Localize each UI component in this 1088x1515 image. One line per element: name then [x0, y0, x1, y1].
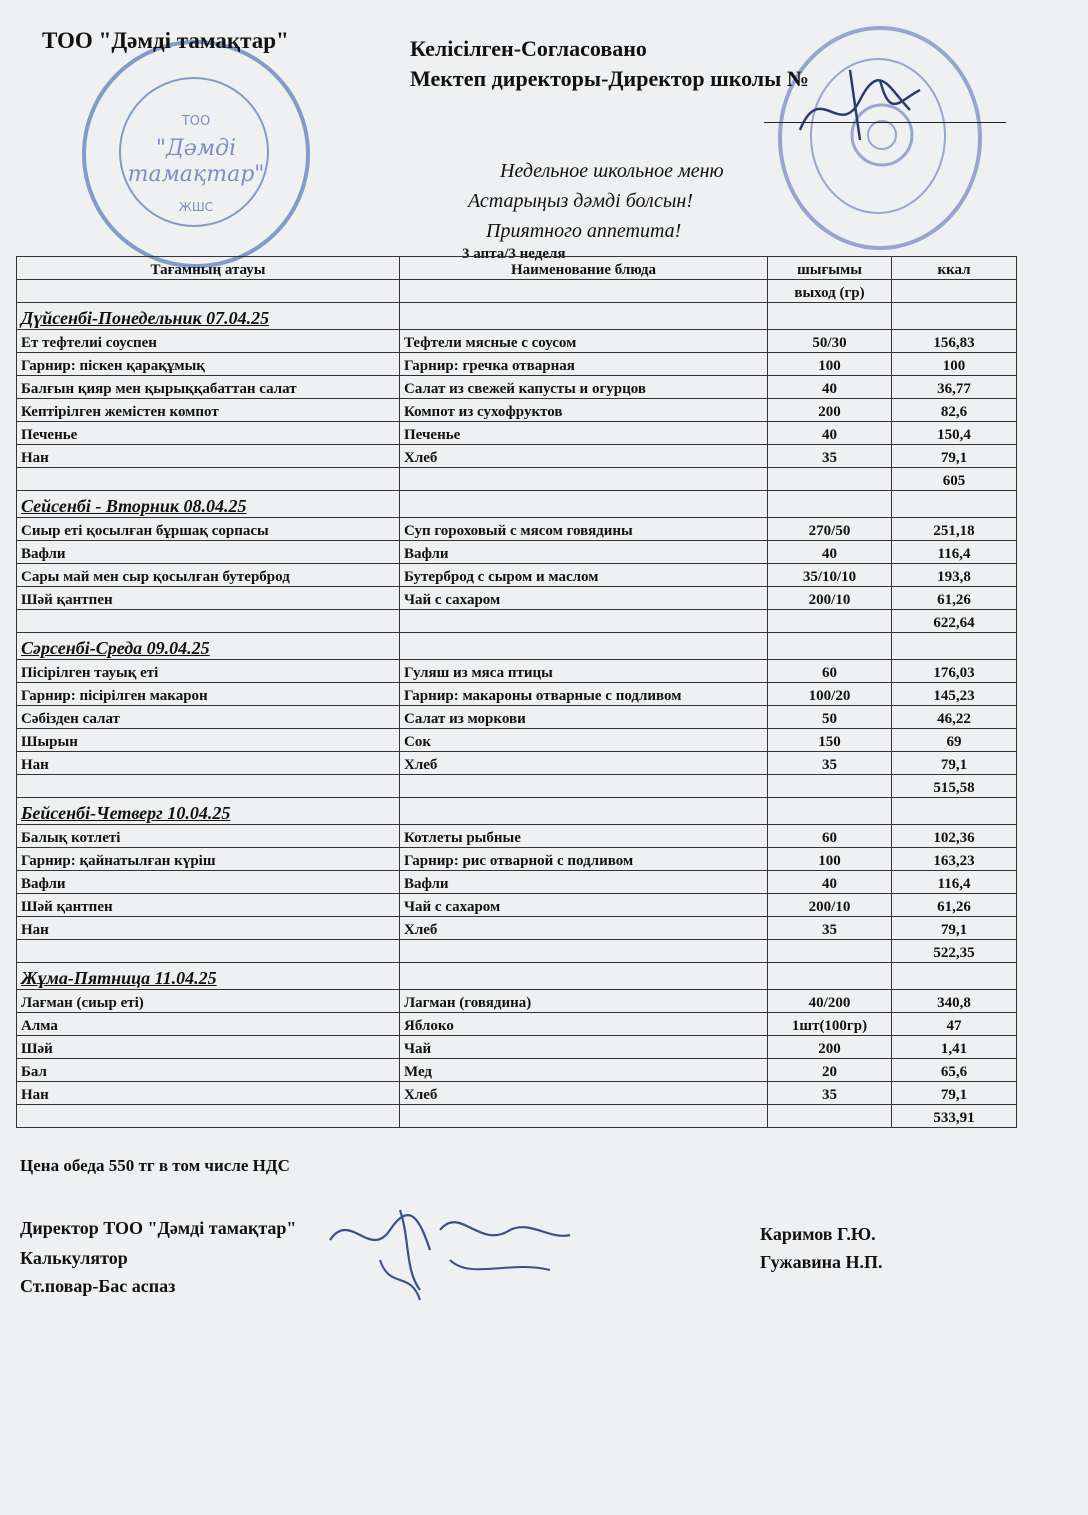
empty-cell	[768, 940, 892, 963]
dish-name-ru: Хлеб	[400, 445, 768, 468]
dish-kcal: 156,83	[892, 330, 1017, 353]
dish-name-kz: Шырын	[17, 729, 400, 752]
dish-yield: 270/50	[768, 518, 892, 541]
dish-name-kz: Нан	[17, 752, 400, 775]
dish-name-ru: Гарнир: макароны отварные с подливом	[400, 683, 768, 706]
dish-yield: 50	[768, 706, 892, 729]
empty-cell	[400, 610, 768, 633]
dish-name-kz: Шәй қантпен	[17, 587, 400, 610]
agreed-label: Келісілген-Согласовано	[410, 36, 647, 61]
table-row	[17, 752, 1017, 775]
header-name-kz: Тағамның атауы	[17, 257, 400, 280]
dish-kcal: 47	[892, 1013, 1017, 1036]
table-row	[17, 1059, 1017, 1082]
dish-kcal: 340,8	[892, 990, 1017, 1013]
table-row	[17, 518, 1017, 541]
table-row	[17, 871, 1017, 894]
dish-name-kz: Бал	[17, 1059, 400, 1082]
empty-cell	[400, 468, 768, 491]
dish-name-kz: Гарнир: пісірілген макарон	[17, 683, 400, 706]
dish-kcal: 82,6	[892, 399, 1017, 422]
dish-name-ru: Гарнир: гречка отварная	[400, 353, 768, 376]
dish-name-kz: Балық котлеті	[17, 825, 400, 848]
day-header-row	[17, 963, 1017, 990]
dish-yield: 40/200	[768, 990, 892, 1013]
header-kcal: ккал	[892, 257, 1017, 280]
empty-cell	[400, 963, 768, 990]
empty-cell	[768, 1105, 892, 1128]
menu-table	[16, 256, 1017, 1128]
table-row	[17, 422, 1017, 445]
dish-name-ru: Вафли	[400, 541, 768, 564]
empty-cell	[400, 798, 768, 825]
total-row	[17, 610, 1017, 633]
empty-cell	[768, 963, 892, 990]
stamp-text-top: ТОО	[181, 114, 211, 129]
dish-kcal: 61,26	[892, 587, 1017, 610]
table-row	[17, 894, 1017, 917]
dish-yield: 60	[768, 825, 892, 848]
table-row	[17, 1082, 1017, 1105]
empty-cell	[892, 963, 1017, 990]
day-header-row	[17, 303, 1017, 330]
table-row	[17, 917, 1017, 940]
header-yield-ru: выход (гр)	[768, 280, 892, 303]
total-row	[17, 775, 1017, 798]
table-row	[17, 990, 1017, 1013]
dish-name-kz: Гарнир: піскен қарақұмық	[17, 353, 400, 376]
menu-title-wish: Приятного аппетита!	[486, 220, 682, 242]
dish-yield: 60	[768, 660, 892, 683]
dish-name-kz: Вафли	[17, 541, 400, 564]
menu-title: Недельное школьное меню	[500, 160, 724, 182]
table-row	[17, 445, 1017, 468]
dish-name-kz: Сәбізден салат	[17, 706, 400, 729]
dish-yield: 35	[768, 917, 892, 940]
stamp-text-mid2: тамақтар"	[127, 162, 265, 187]
dish-name-kz: Нан	[17, 445, 400, 468]
dish-kcal: 145,23	[892, 683, 1017, 706]
dish-kcal: 61,26	[892, 894, 1017, 917]
dish-kcal: 79,1	[892, 917, 1017, 940]
dish-name-ru: Печенье	[400, 422, 768, 445]
dish-yield: 200/10	[768, 587, 892, 610]
dish-kcal: 163,23	[892, 848, 1017, 871]
table-header-row	[17, 257, 1017, 280]
director-label: Директор ТОО "Дәмді тамақтар"	[20, 1218, 297, 1238]
table-row	[17, 683, 1017, 706]
empty-cell	[17, 775, 400, 798]
total-row	[17, 1105, 1017, 1128]
dish-name-ru: Лагман (говядина)	[400, 990, 768, 1013]
dish-kcal: 176,03	[892, 660, 1017, 683]
dish-name-kz: Гарнир: қайнатылған күріш	[17, 848, 400, 871]
dish-name-kz: Пісірілген тауық еті	[17, 660, 400, 683]
table-row	[17, 587, 1017, 610]
empty-cell	[17, 610, 400, 633]
table-row	[17, 1036, 1017, 1059]
dish-name-kz: Сары май мен сыр қосылған бутерброд	[17, 564, 400, 587]
dish-name-ru: Сок	[400, 729, 768, 752]
table-row	[17, 376, 1017, 399]
header-empty	[400, 280, 768, 303]
day-total-kcal: 533,91	[892, 1105, 1017, 1128]
dish-name-ru: Чай	[400, 1036, 768, 1059]
dish-name-kz: Шәй	[17, 1036, 400, 1059]
table-row	[17, 660, 1017, 683]
cook-label: Ст.повар-Бас аспаз	[20, 1276, 176, 1296]
dish-yield: 100	[768, 353, 892, 376]
footer-signatures	[310, 1200, 590, 1310]
dish-kcal: 79,1	[892, 445, 1017, 468]
company-name: ТОО "Дәмді тамақтар"	[42, 28, 289, 53]
dish-name-kz: Балғын қияр мен қырыққабаттан салат	[17, 376, 400, 399]
menu-title-kz: Астарыңыз дәмді болсын!	[468, 190, 693, 212]
dish-name-kz: Нан	[17, 917, 400, 940]
dish-kcal: 116,4	[892, 871, 1017, 894]
dish-yield: 40	[768, 422, 892, 445]
dish-name-ru: Гуляш из мяса птицы	[400, 660, 768, 683]
stamp-text-bottom: ЖШС	[178, 200, 214, 214]
total-row	[17, 468, 1017, 491]
dish-kcal: 46,22	[892, 706, 1017, 729]
director-name: Каримов Г.Ю.	[760, 1224, 876, 1244]
dish-name-ru: Салат из моркови	[400, 706, 768, 729]
dish-name-ru: Яблоко	[400, 1013, 768, 1036]
dish-name-ru: Гарнир: рис отварной с подливом	[400, 848, 768, 871]
day-header-row	[17, 798, 1017, 825]
stamp-text-mid1: "Дәмді	[155, 136, 237, 161]
price-note: Цена обеда 550 тг в том числе НДС	[20, 1156, 290, 1175]
dish-yield: 35	[768, 1082, 892, 1105]
dish-kcal: 100	[892, 353, 1017, 376]
empty-cell	[17, 468, 400, 491]
empty-cell	[400, 940, 768, 963]
empty-cell	[768, 775, 892, 798]
dish-yield: 150	[768, 729, 892, 752]
dish-name-kz: Сиыр еті қосылған бұршақ сорпасы	[17, 518, 400, 541]
dish-name-ru: Бутерброд с сыром и маслом	[400, 564, 768, 587]
dish-name-kz: Ет тефтелиі соуспен	[17, 330, 400, 353]
empty-cell	[768, 491, 892, 518]
empty-cell	[892, 798, 1017, 825]
header-yield-kz: шығымы	[768, 257, 892, 280]
director-line-label: Мектеп директоры-Директор школы №	[410, 66, 809, 91]
week-label: 3 апта/3 неделя	[462, 246, 566, 262]
table-row	[17, 706, 1017, 729]
empty-cell	[17, 940, 400, 963]
dish-name-ru: Суп гороховый с мясом говядины	[400, 518, 768, 541]
day-total-kcal: 605	[892, 468, 1017, 491]
table-row	[17, 848, 1017, 871]
empty-cell	[892, 303, 1017, 330]
day-title: Сәрсенбі-Среда 09.04.25	[17, 633, 400, 660]
day-total-kcal: 515,58	[892, 775, 1017, 798]
dish-name-kz: Алма	[17, 1013, 400, 1036]
dish-name-ru: Тефтели мясные с соусом	[400, 330, 768, 353]
empty-cell	[400, 303, 768, 330]
company-stamp	[82, 40, 310, 268]
day-total-kcal: 522,35	[892, 940, 1017, 963]
dish-name-kz: Лағман (сиыр еті)	[17, 990, 400, 1013]
table-row	[17, 729, 1017, 752]
dish-yield: 1шт(100гр)	[768, 1013, 892, 1036]
day-header-row	[17, 491, 1017, 518]
empty-cell	[400, 491, 768, 518]
empty-cell	[768, 633, 892, 660]
dish-name-ru: Хлеб	[400, 917, 768, 940]
day-total-kcal: 622,64	[892, 610, 1017, 633]
empty-cell	[892, 633, 1017, 660]
dish-name-ru: Котлеты рыбные	[400, 825, 768, 848]
dish-kcal: 102,36	[892, 825, 1017, 848]
dish-yield: 35/10/10	[768, 564, 892, 587]
empty-cell	[17, 1105, 400, 1128]
dish-yield: 200	[768, 1036, 892, 1059]
dish-yield: 200	[768, 399, 892, 422]
day-title: Жұма-Пятница 11.04.25	[17, 963, 400, 990]
dish-name-kz: Шәй қантпен	[17, 894, 400, 917]
dish-name-ru: Салат из свежей капусты и огурцов	[400, 376, 768, 399]
header-empty	[892, 280, 1017, 303]
table-row	[17, 353, 1017, 376]
empty-cell	[400, 775, 768, 798]
dish-kcal: 251,18	[892, 518, 1017, 541]
dish-yield: 40	[768, 376, 892, 399]
dish-yield: 40	[768, 871, 892, 894]
empty-cell	[768, 610, 892, 633]
empty-cell	[768, 468, 892, 491]
table-row	[17, 399, 1017, 422]
dish-name-kz: Кептірілген жемістен компот	[17, 399, 400, 422]
dish-yield: 100/20	[768, 683, 892, 706]
empty-cell	[768, 798, 892, 825]
dish-name-kz: Нан	[17, 1082, 400, 1105]
dish-name-ru: Чай с сахаром	[400, 587, 768, 610]
dish-kcal: 193,8	[892, 564, 1017, 587]
dish-kcal: 65,6	[892, 1059, 1017, 1082]
calculator-name: Гужавина Н.П.	[760, 1252, 883, 1272]
table-row	[17, 330, 1017, 353]
table-row	[17, 564, 1017, 587]
dish-kcal: 69	[892, 729, 1017, 752]
table-row	[17, 541, 1017, 564]
header-empty	[17, 280, 400, 303]
dish-kcal: 150,4	[892, 422, 1017, 445]
dish-yield: 200/10	[768, 894, 892, 917]
dish-kcal: 116,4	[892, 541, 1017, 564]
director-signature	[790, 60, 930, 150]
calculator-label: Калькулятор	[20, 1248, 128, 1268]
table-header-row-2	[17, 280, 1017, 303]
day-title: Сейсенбі - Вторник 08.04.25	[17, 491, 400, 518]
dish-kcal: 36,77	[892, 376, 1017, 399]
empty-cell	[400, 633, 768, 660]
dish-yield: 35	[768, 752, 892, 775]
table-row	[17, 825, 1017, 848]
empty-cell	[400, 1105, 768, 1128]
dish-yield: 20	[768, 1059, 892, 1082]
dish-name-kz: Печенье	[17, 422, 400, 445]
dish-name-ru: Мед	[400, 1059, 768, 1082]
empty-cell	[892, 491, 1017, 518]
dish-name-ru: Вафли	[400, 871, 768, 894]
dish-yield: 50/30	[768, 330, 892, 353]
dish-yield: 40	[768, 541, 892, 564]
dish-name-ru: Хлеб	[400, 1082, 768, 1105]
total-row	[17, 940, 1017, 963]
dish-kcal: 79,1	[892, 1082, 1017, 1105]
day-title: Дүйсенбі-Понедельник 07.04.25	[17, 303, 400, 330]
day-title: Бейсенбі-Четверг 10.04.25	[17, 798, 400, 825]
dish-name-ru: Чай с сахаром	[400, 894, 768, 917]
table-row	[17, 1013, 1017, 1036]
dish-kcal: 79,1	[892, 752, 1017, 775]
empty-cell	[768, 303, 892, 330]
dish-name-kz: Вафли	[17, 871, 400, 894]
dish-kcal: 1,41	[892, 1036, 1017, 1059]
dish-name-ru: Хлеб	[400, 752, 768, 775]
header-name-ru: Наименование блюда	[400, 257, 768, 280]
dish-yield: 35	[768, 445, 892, 468]
dish-yield: 100	[768, 848, 892, 871]
day-header-row	[17, 633, 1017, 660]
dish-name-ru: Компот из сухофруктов	[400, 399, 768, 422]
